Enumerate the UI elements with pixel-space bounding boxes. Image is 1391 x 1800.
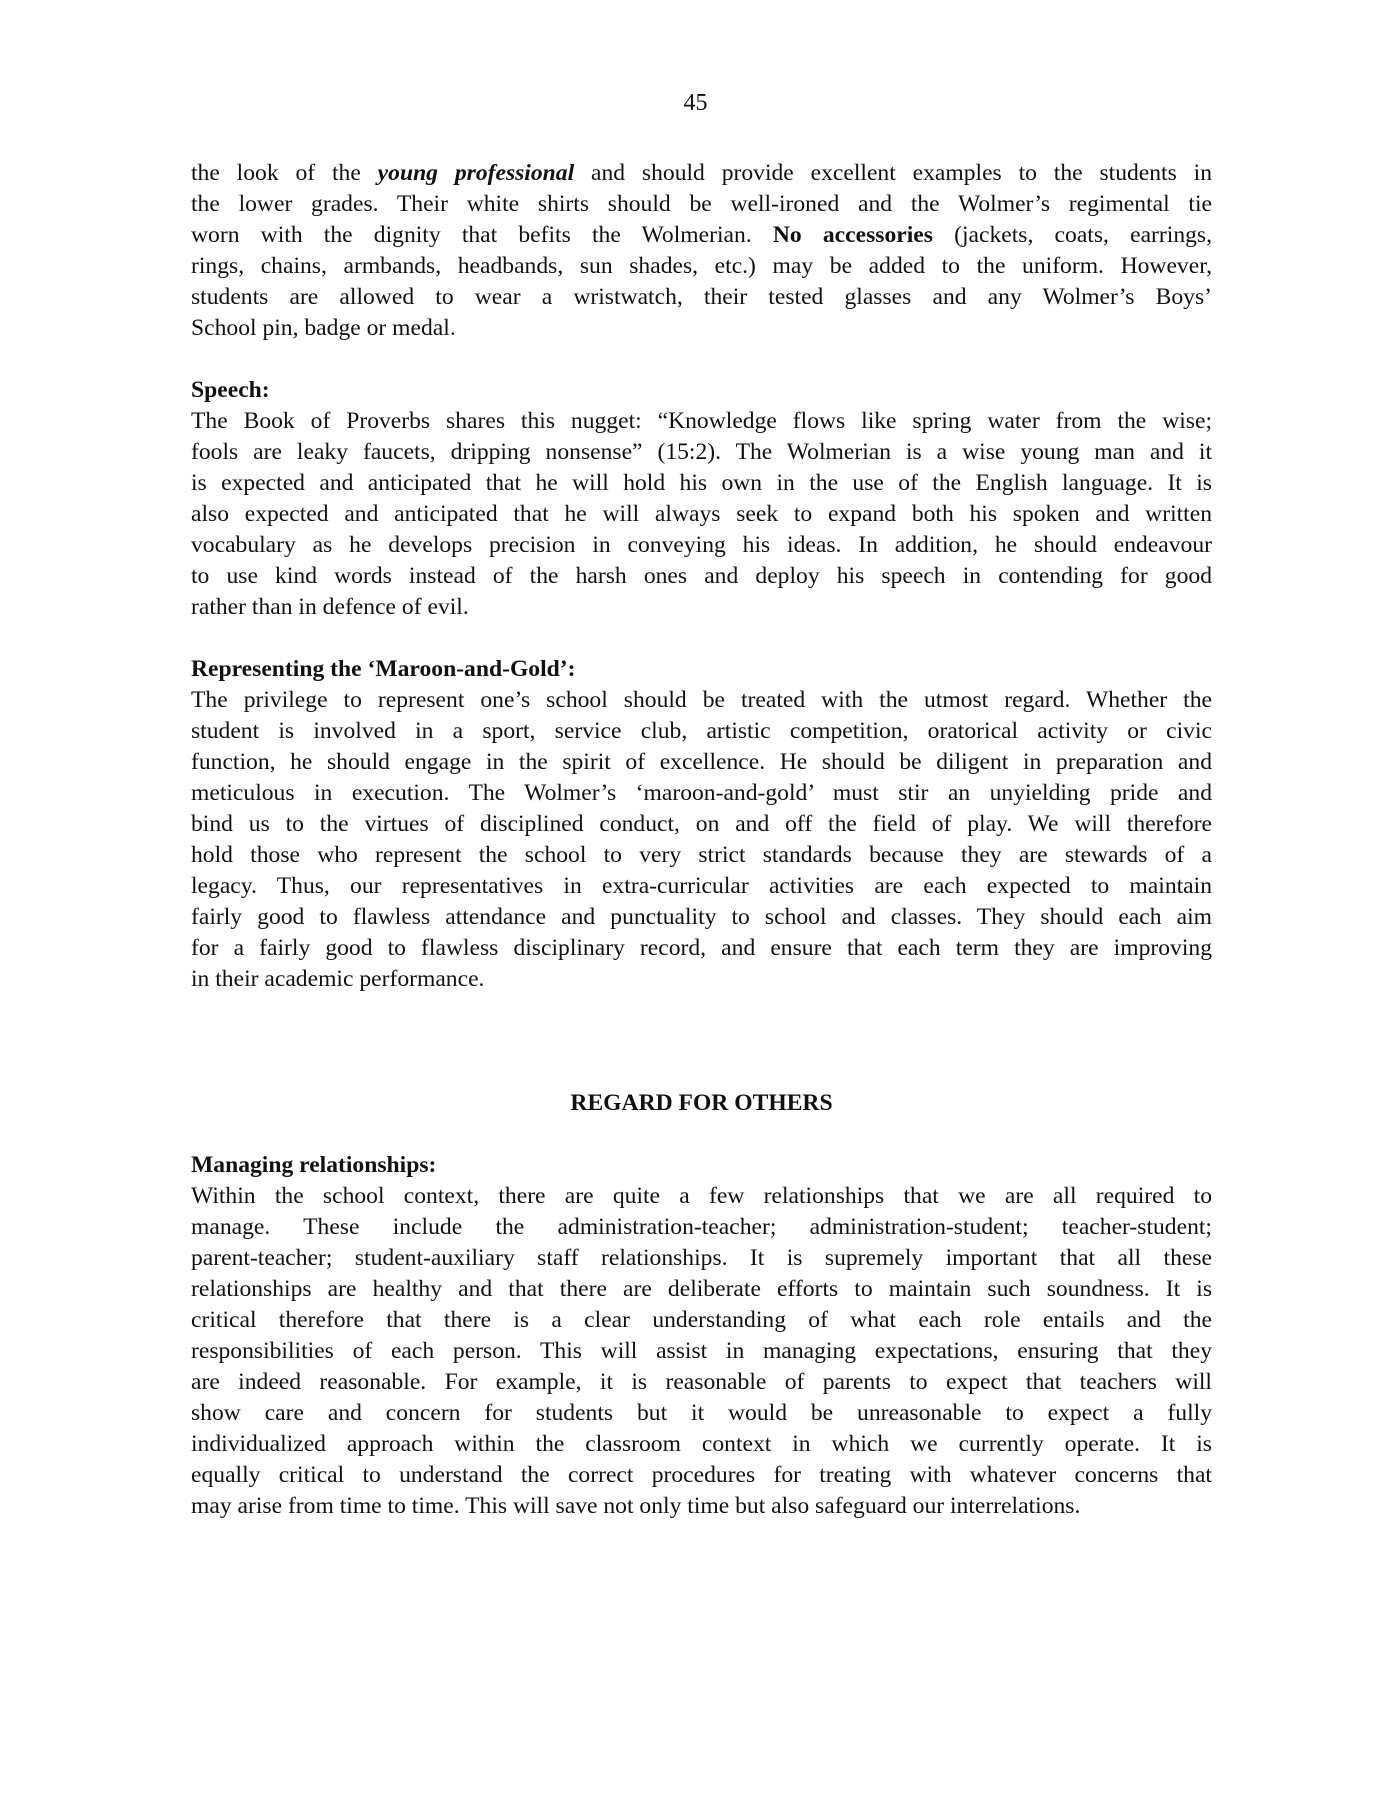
text-line: School pin, badge or medal. (191, 315, 456, 341)
text-line: manage. These include the administration-teacher; administration-student; teacher-student; (191, 1214, 1212, 1240)
text-line: equally critical to understand the correct procedures for treating with whatever concerns that (191, 1462, 1212, 1488)
text-line: critical therefore that there is a clear understanding of what each role entails and the (191, 1307, 1212, 1333)
text-line: also expected and anticipated that he will always seek to expand both his spoken and written (191, 501, 1212, 527)
text-line: individualized approach within the classroom context in which we currently operate. It is (191, 1431, 1212, 1457)
paragraph-uniform (191, 158, 1212, 344)
text-line: may arise from time to time. This will save not only time but also safeguard our interrelations. (191, 1493, 1081, 1519)
text-line: rather than in defence of evil. (191, 594, 469, 620)
text-line: worn with the dignity that befits the Wolmerian. No accessories (jackets, coats, earrings, (191, 222, 1212, 248)
text-line: function, he should engage in the spirit of excellence. He should be diligent in preparation and (191, 749, 1212, 775)
text-line: fools are leaky faucets, dripping nonsense” (15:2). The Wolmerian is a wise young man and it (191, 439, 1212, 465)
heading-managing-relationships: Managing relationships: (191, 1152, 437, 1178)
page-body (191, 158, 1212, 1522)
text-line: to use kind words instead of the harsh ones and deploy his speech in contending for good (191, 563, 1212, 589)
text-line: is expected and anticipated that he will hold his own in the use of the English language. It is (191, 470, 1212, 496)
text-line: students are allowed to wear a wristwatch, their tested glasses and any Wolmer’s Boys’ (191, 284, 1212, 310)
paragraph-representing (191, 685, 1212, 995)
text-line: vocabulary as he develops precision in conveying his ideas. In addition, he should endeavour (191, 532, 1212, 558)
page-number: 45 (683, 90, 708, 116)
heading-speech: Speech: (191, 377, 270, 403)
text-line: are indeed reasonable. For example, it is reasonable of parents to expect that teachers will (191, 1369, 1212, 1395)
emphasis-young-professional: young professional (377, 160, 575, 186)
text-line: hold those who represent the school to very strict standards because they are stewards of a (191, 842, 1212, 868)
heading-representing: Representing the ‘Maroon-and-Gold’: (191, 656, 576, 682)
text-line: student is involved in a sport, service club, artistic competition, oratorical activity or civic (191, 718, 1212, 744)
text-line: The privilege to represent one’s school should be treated with the utmost regard. Whether the (191, 687, 1212, 713)
text-line: show care and concern for students but it would be unreasonable to expect a fully (191, 1400, 1212, 1426)
text-line: legacy. Thus, our representatives in extra-curricular activities are each expected to maintain (191, 873, 1212, 899)
text-line: for a fairly good to flawless disciplinary record, and ensure that each term they are improving (191, 935, 1212, 961)
text-line: rings, chains, armbands, headbands, sun shades, etc.) may be added to the uniform. However, (191, 253, 1212, 279)
text-line: the look of the young professional and should provide excellent examples to the students in (191, 160, 1212, 186)
paragraph-managing (191, 1181, 1212, 1522)
paragraph-speech (191, 406, 1212, 623)
text-line: responsibilities of each person. This will assist in managing expectations, ensuring that they (191, 1338, 1212, 1364)
text-line: Within the school context, there are quite a few relationships that we are all required to (191, 1183, 1212, 1209)
emphasis-no-accessories: No accessories (772, 222, 933, 248)
text-line: relationships are healthy and that there are deliberate efforts to maintain such soundness. It is (191, 1276, 1212, 1302)
section-title: REGARD FOR OTHERS (570, 1090, 833, 1116)
text-line: The Book of Proverbs shares this nugget: “Knowledge flows like spring water from the wise; (191, 408, 1212, 434)
text-line: meticulous in execution. The Wolmer’s ‘maroon-and-gold’ must stir an unyielding pride and (191, 780, 1212, 806)
text-line: in their academic performance. (191, 966, 485, 992)
text-line: fairly good to flawless attendance and punctuality to school and classes. They should each aim (191, 904, 1212, 930)
text-line: bind us to the virtues of disciplined conduct, on and off the field of play. We will therefore (191, 811, 1212, 837)
text-line: parent-teacher; student-auxiliary staff relationships. It is supremely important that all these (191, 1245, 1212, 1271)
text-line: the lower grades. Their white shirts should be well-ironed and the Wolmer’s regimental tie (191, 191, 1212, 217)
